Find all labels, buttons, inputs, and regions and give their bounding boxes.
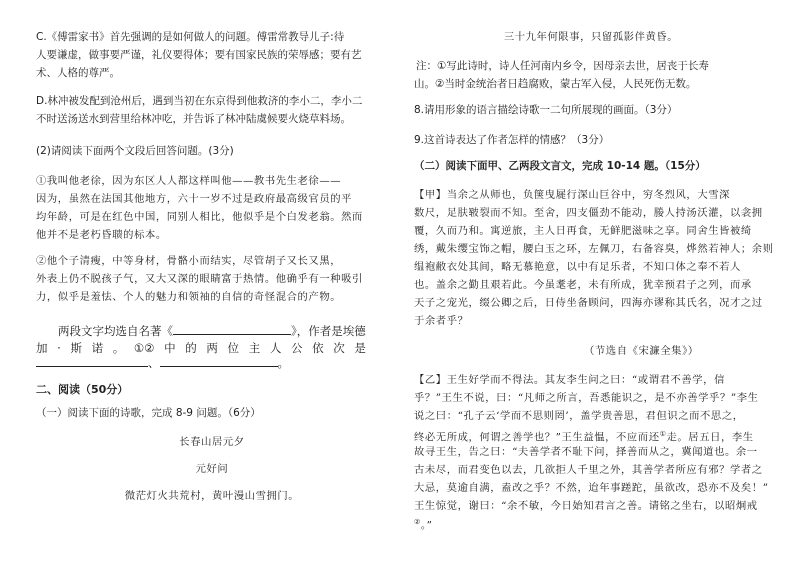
char: 公: [290, 341, 303, 355]
passage-1-line-4: 他并不是老朽昏聩的标本。: [36, 229, 167, 241]
passage-1-line-3: 均年龄，可是在红色中国，同别人相比，他似乎是个白发老翁。然而: [36, 211, 363, 223]
passage-1-line-1: ①我叫他老徐，因为东区人人都这样叫他——教书先生老徐——: [36, 175, 342, 187]
char: 。: [112, 341, 125, 355]
passage-jia-line-6: 也。盖余之勤且艰若此。今虽耄老，未有所成，犹幸预君子之列，而承: [414, 279, 752, 291]
yi-line-9-text: 。”: [420, 519, 433, 532]
footnote-1-marker: ①: [659, 430, 667, 438]
fill-text-b: 》，作者是埃德: [291, 324, 366, 338]
passage-2-line-3: 力，似乎是羞怯、个人的魅力和领袖的自信的奇怪混合的产物。: [36, 291, 342, 303]
char: 位: [227, 341, 240, 355]
passage-yi-line-8: 王生惊觉，谢曰：“余不敏，今日始知君言之善。请铭之坐右，以昭炯戒: [414, 500, 758, 512]
poem-note-line-1: 注：①写此诗时，诗人任河南内乡令，因母亲去世，居丧于长寿: [416, 60, 709, 72]
yi-line-4-b: 走。居五日，李生: [666, 431, 754, 444]
char: ·: [57, 341, 61, 355]
section-2-1-heading: （一）阅读下面的诗歌，完成 8-9 问题。（6分）: [36, 407, 261, 419]
passage-yi-line-3: 说之曰：“孔子云‘学而不思则罔’，盖学贵善思，君但识之而不思之，: [414, 410, 744, 422]
option-c-line-3: 术、人格的尊严。: [36, 67, 120, 79]
char: 的: [185, 341, 197, 355]
section-b-heading: （二）阅读下面甲、乙两段文言文，完成 10-14 题。（15分）: [414, 160, 706, 172]
passage-jia-line-4: 绣，戴朱缨宝饰之帽，腰白玉之环，左佩刀，右备容臭，烨然若神人；余则: [414, 243, 774, 255]
passage-1-line-2: 因为，虽然在法国其他地方，六十一岁不过是政府最高级官员的平: [36, 193, 353, 205]
passage-yi-line-7: 大忌，莫逾自满，盍改之乎？不然，迨年事蹉跎，虽欲改，恐亦不及矣！”: [414, 482, 769, 494]
footnote-2-marker: ②: [414, 518, 421, 526]
option-d-line-2: 不时送汤送水到营里给林冲吃，并告诉了林冲陆虞候要火烧草料场。: [36, 113, 351, 125]
option-c-line-2: 人要谦虚，做事要严谨，礼仪要得体；要有国家民族的荣辱感；要有艺: [36, 49, 362, 61]
poem-note-line-2: 山。②当时金统治者日趋腐败，蒙古军入侵，人民死伤无数。: [414, 78, 697, 90]
poem-line-1: 微茫灯火共荒村，黄叶漫山雪拥门。: [124, 490, 300, 502]
fill-end: 。: [277, 356, 289, 370]
char: 诺: [91, 341, 104, 355]
char: 主: [248, 341, 261, 355]
question-9: 9.这首诗表达了作者怎样的情感？（3分）: [414, 134, 610, 146]
char: 两: [206, 341, 218, 355]
passage-yi-line-5: 故寻王生，告之曰：“夫善学者不耻下问，择善而从之，冀闻道也。余一: [414, 446, 758, 458]
character-2-blank[interactable]: [160, 354, 278, 367]
passage-jia-line-2: 数尺，足肤皲裂而不知。至舍，四支僵劲不能动，媵人持汤沃灌，以衾拥: [414, 207, 763, 219]
book-title-blank[interactable]: [173, 322, 291, 335]
passage-yi-line-2: 乎？”王生不说，曰：“凡师之所言，吾悉能识之，是不亦善学乎？”李生: [414, 392, 759, 404]
char: 次: [333, 341, 345, 355]
poem-line-2: 三十九年何限事，只留孤影伴黄昏。: [503, 31, 679, 43]
option-d-line-1: D.林冲被发配到沧州后，遇到当初在东京得到他救济的李小二，李小二: [36, 95, 363, 107]
char: 中: [164, 341, 176, 355]
passage-yi-line-6: 古未尽，而君变色以去，几欲拒人千里之外，其善学者所应有邪？学者之: [414, 464, 763, 476]
fill-separator: 、: [148, 356, 160, 370]
char: 是: [354, 341, 366, 355]
char: 人: [269, 341, 282, 355]
section-2-heading: 二、阅读（50分）: [36, 383, 129, 396]
poem-title: 长春山居元夕: [179, 436, 245, 448]
poem-author: 元好问: [195, 463, 229, 475]
fill-text-a: 两段文字均选自名著《: [58, 324, 173, 338]
yi-line-4-a: 终必无所成，何谓之善学也？”王生益愠，不应而还: [414, 431, 660, 444]
question-2-prompt: (2)请阅读下面两个文段后回答问题。(3分): [36, 145, 234, 157]
passage-jia-line-7: 天子之宠光，缀公卿之后，日侍坐备顾问，四海亦谬称其氏名，况才之过: [414, 297, 763, 309]
fill-blank-line-3: [36, 354, 289, 373]
question-8: 8.请用形象的语言描绘诗歌一二句所展现的画面。（3分）: [414, 104, 678, 116]
passage-jia-line-1: 【甲】当余之从师也，负箧曳屣行深山巨谷中，穷冬烈风，大雪深: [414, 189, 731, 201]
char: ①②: [133, 341, 155, 355]
char: 依: [312, 341, 324, 355]
passage-jia-line-5: 缊袍敝衣处其间，略无慕艳意，以中有足乐者，不知口体之奉不若人: [414, 261, 741, 273]
passage-jia-line-8: 于余者乎？: [414, 315, 469, 327]
option-c-line-1: C.《傅雷家书》首先强调的是如何做人的问题。傅雷常教导儿子:待: [36, 31, 345, 43]
char: 斯: [70, 341, 82, 355]
fill-blank-line-1: [58, 322, 366, 341]
passage-jia-line-3: 覆，久而乃和。寓逆旅，主人日再食，无鲜肥滋味之享。同舍生皆被绮: [414, 225, 752, 237]
char: 加: [36, 341, 48, 355]
passage-yi-line-1: 【乙】王生好学而不得法。其友李生问之曰：“或谓君不善学，信: [414, 374, 725, 386]
passage-2-line-1: ②他个子清瘦，中等身材，骨骼小而结实，尽管胡子又长又黑，: [36, 255, 342, 267]
passage-yi-line-9: [414, 514, 433, 535]
passage-2-line-2: 外表上仍不脱孩子气，又大又深的眼睛富于热情。他确乎有一种吸引: [36, 273, 363, 285]
character-1-blank[interactable]: [36, 354, 148, 367]
passage-jia-source: （节选自《宋濂全集》）: [584, 345, 699, 357]
